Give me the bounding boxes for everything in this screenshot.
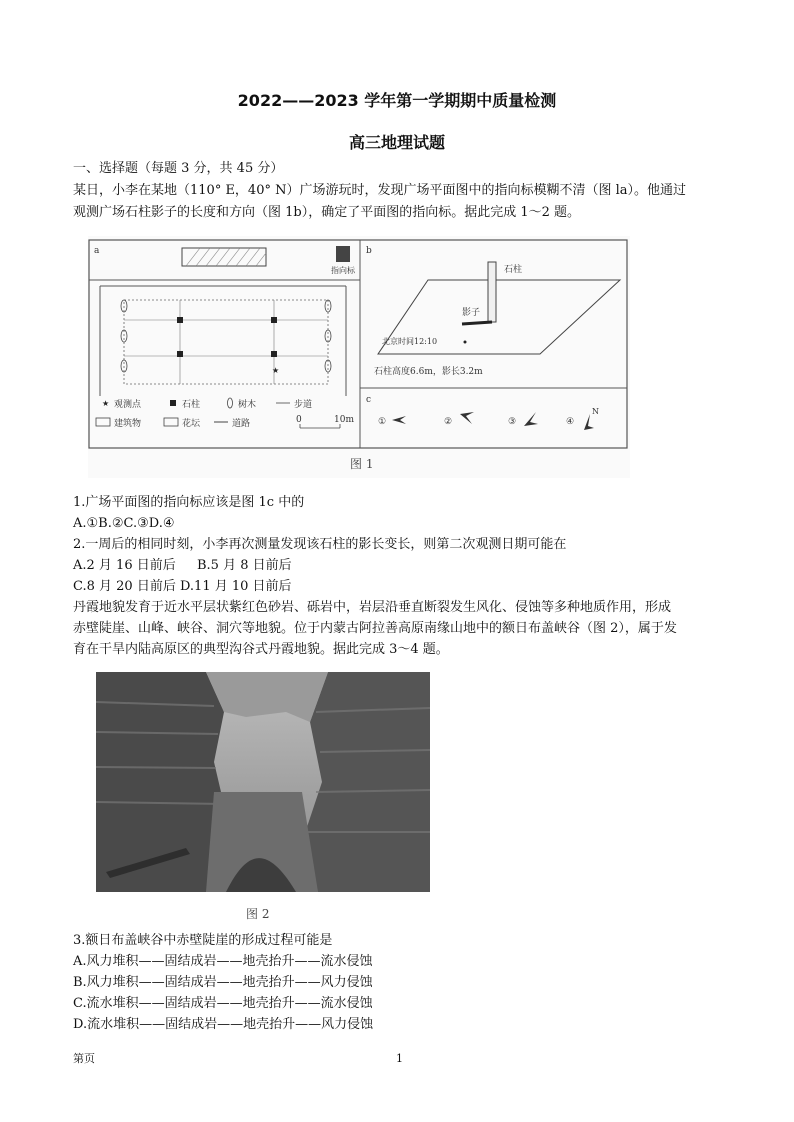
- legend-road: 道路: [232, 419, 251, 429]
- legend-walkway: 步道: [294, 400, 313, 410]
- page-subtitle: 高三地理试题: [348, 133, 445, 152]
- question-1: 1.广场平面图的指向标应该是图 1c 中的: [73, 495, 305, 510]
- intro-line-2: 观测广场石柱影子的长度和方向（图 1b），确定了平面图的指向标。据此完成 1～2 题。: [73, 205, 581, 220]
- shadow-label: 影子: [462, 308, 481, 318]
- option-2-label: ②: [444, 417, 453, 427]
- option-3-label: ③: [508, 417, 517, 427]
- observation-point-icon: ★: [272, 366, 280, 375]
- scale-end: 10m: [334, 415, 354, 425]
- panel-b-label: b: [366, 246, 372, 256]
- legend-pillar: 石柱: [182, 400, 201, 410]
- figure-1: [88, 236, 630, 478]
- question-2-option-a: A.2 月 16 日前后: [73, 558, 176, 573]
- north-label: N: [592, 407, 599, 416]
- panel-c-label: c: [366, 395, 372, 405]
- question-3-option-b: B.风力堆积——固结成岩——地壳抬升——风力侵蚀: [73, 975, 373, 990]
- option-4-label: ④: [566, 417, 575, 427]
- legend-observation: 观测点: [114, 400, 142, 410]
- footer-left: 第页: [73, 1052, 95, 1065]
- svg-text:★: ★: [102, 399, 110, 408]
- compass-placeholder-icon: [336, 246, 350, 262]
- time-label: 北京时间12:10: [382, 337, 438, 346]
- question-3-option-c: C.流水堆积——固结成岩——地壳抬升——流水侵蚀: [73, 996, 373, 1011]
- figure-1-caption: 图 1: [350, 457, 374, 471]
- canyon-photo: [96, 672, 430, 926]
- legend-flowerbed: 花坛: [182, 419, 201, 429]
- passage-line-3: 育在干旱内陆高原区的典型沟谷式丹霞地貌。据此完成 3～4 题。: [73, 642, 449, 657]
- page-title: 2022——2023 学年第一学期期中质量检测: [237, 91, 557, 110]
- question-2: 2.一周后的相同时刻，小李再次测量发现该石柱的影长变长，则第二次观测日期可能在: [73, 537, 567, 552]
- page-number: 1: [396, 1052, 403, 1065]
- intro-line-1: 某日，小李在某地（110° E，40° N）广场游玩时，发现广场平面图中的指向标模糊不清（图 la）。他通过: [73, 183, 687, 198]
- question-3: 3.额日布盖峡谷中赤壁陡崖的形成过程可能是: [73, 933, 333, 948]
- question-2-option-b: B.5 月 8 日前后: [197, 558, 292, 573]
- section-heading: 一、选择题（每题 3 分，共 45 分）: [73, 161, 284, 176]
- passage-line-2: 赤壁陡崖、山峰、峡谷、洞穴等地貌。位于内蒙古阿拉善高原南缘山地中的额日布盖峡谷（图 2），属于发: [73, 621, 677, 636]
- shadow-drawing: [462, 322, 492, 324]
- figure-2: [96, 672, 430, 926]
- pillar-label: 石柱: [504, 265, 523, 275]
- question-3-option-d: D.流水堆积——固结成岩——地壳抬升——风力侵蚀: [73, 1017, 374, 1032]
- pillar-drawing: [488, 262, 496, 322]
- panel-a-label: a: [94, 246, 100, 256]
- figure-2-caption: 图 2: [246, 907, 270, 921]
- legend-tree: 树木: [238, 400, 257, 410]
- scale-start: 0: [296, 415, 302, 425]
- figure-1-drawing: [88, 236, 630, 478]
- pillar-info: 石柱高度6.6m，影长3.2m: [374, 367, 483, 377]
- question-1-options: A.①B.②C.③D.④: [73, 516, 175, 531]
- question-3-option-a: A.风力堆积——固结成岩——地壳抬升——流水侵蚀: [73, 954, 373, 969]
- option-1-label: ①: [378, 417, 387, 427]
- legend-building: 建筑物: [114, 419, 142, 429]
- passage-line-1: 丹霞地貌发育于近水平层状紫红色砂岩、砾岩中，岩层沿垂直断裂发生风化、侵蚀等多种地质作用，形成: [73, 600, 672, 615]
- compass-label: 指向标: [331, 266, 355, 275]
- question-2-options-cd: C.8 月 20 日前后 D.11 月 10 日前后: [73, 579, 292, 594]
